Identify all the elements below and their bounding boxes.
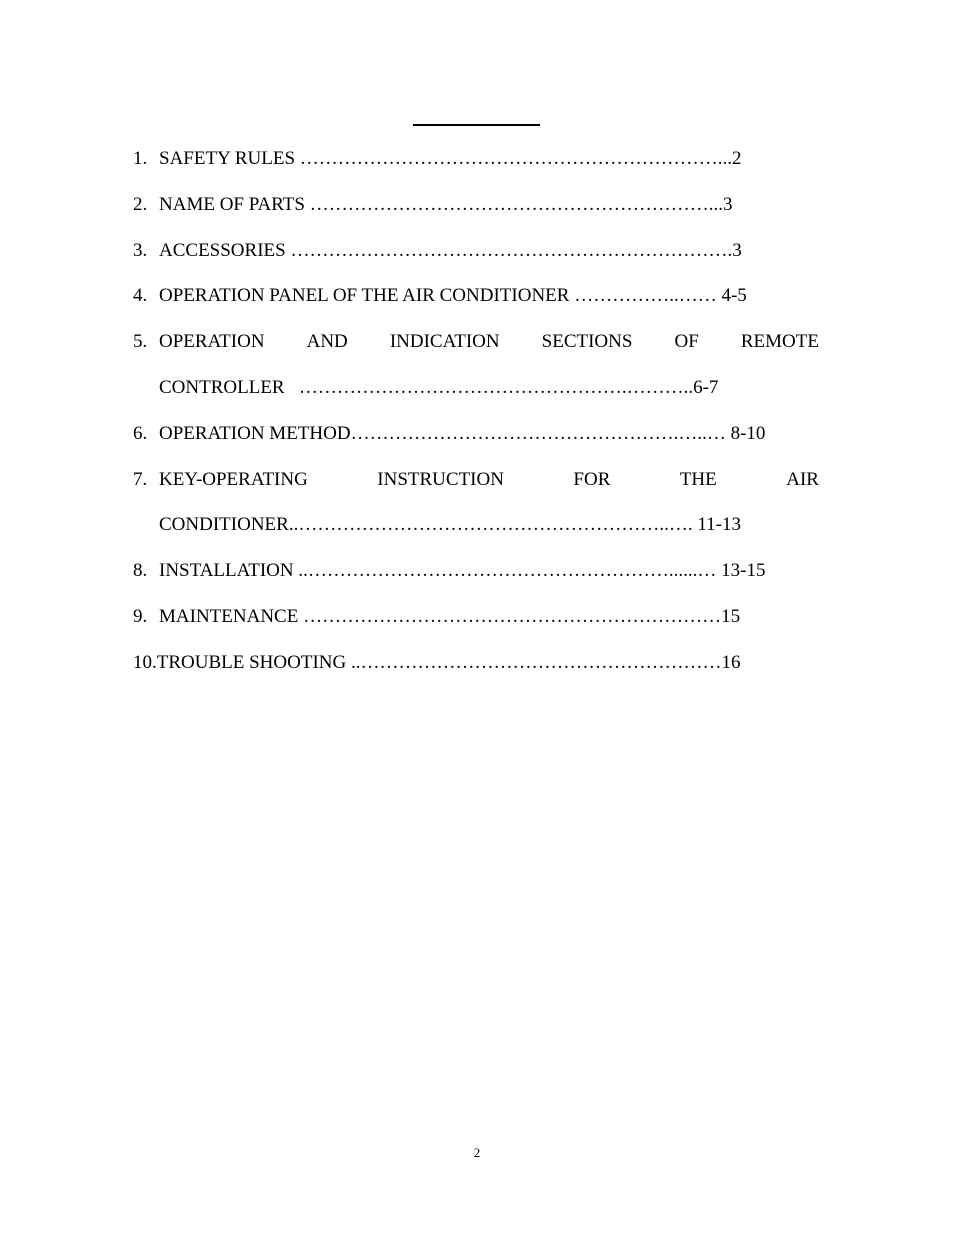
toc-entry-number: 8. (133, 560, 148, 582)
toc-entry-text: OPERATION METHOD…………………………………………….…..… 8-10 (159, 422, 766, 444)
title-underline (413, 124, 540, 126)
toc-entry-text: NAME OF PARTS ………………………………………………………...3 (159, 193, 733, 215)
toc-entry-number: 4. (133, 285, 148, 307)
toc-entry-continuation (133, 510, 819, 556)
toc-entry-text: OPERATION PANEL OF THE AIR CONDITIONER ……………..…… 4-5 (159, 285, 747, 307)
page-number: 2 (473, 1145, 481, 1160)
toc-word: AND (306, 331, 348, 353)
toc-entry (133, 327, 819, 373)
toc-entry (133, 648, 819, 694)
toc-entry-number: 7. (133, 468, 148, 490)
toc-entry-text: MAINTENANCE …………………………………………………………15 (159, 605, 741, 627)
toc-entry-text: CONTROLLER …………………………………………….………..6-7 (159, 376, 719, 398)
toc-entry-number: 1. (133, 148, 148, 169)
toc-entry-text: SAFETY RULES …………………………………………………………...2 (159, 148, 742, 169)
toc-word: INSTRUCTION (377, 468, 504, 490)
toc-entry (133, 419, 819, 465)
toc-entry (133, 190, 819, 236)
toc-entry-text-justified (159, 327, 819, 357)
toc-entry-number: 10. (133, 651, 157, 673)
toc-word: INDICATION (389, 331, 500, 353)
toc-entry-text: ACCESSORIES …………………………………………………………….3 (159, 239, 742, 261)
toc-word: AIR (786, 468, 819, 490)
toc-word: SECTIONS (541, 331, 633, 353)
toc-word: FOR (573, 468, 611, 490)
toc-entry-number: 5. (133, 331, 148, 353)
toc-entry-text-justified (159, 465, 819, 495)
toc-entry (133, 556, 819, 602)
toc-entry-continuation (133, 373, 819, 419)
toc-entry (133, 144, 819, 190)
toc-entry-number: 6. (133, 422, 148, 444)
table-of-contents (133, 144, 819, 694)
toc-word: THE (679, 468, 717, 490)
toc-entry-text: TROUBLE SHOOTING ..…………………………………………………16 (156, 651, 741, 673)
toc-entry-number: 3. (133, 239, 148, 261)
toc-entry (133, 281, 819, 327)
toc-entry-text: CONDITIONER..…………………………………………………..…. 11-13 (159, 514, 741, 536)
toc-entry (133, 465, 819, 511)
toc-entry (133, 602, 819, 648)
toc-word: OF (674, 331, 699, 353)
toc-word: REMOTE (740, 331, 819, 353)
toc-entry (133, 236, 819, 282)
toc-word: OPERATION (159, 331, 265, 353)
toc-entry-text: INSTALLATION ..…………………………………………………......… 13-15 (159, 560, 766, 582)
toc-word: KEY-OPERATING (159, 468, 308, 490)
toc-entry-number: 9. (133, 605, 148, 627)
toc-entry-number: 2. (133, 193, 148, 215)
